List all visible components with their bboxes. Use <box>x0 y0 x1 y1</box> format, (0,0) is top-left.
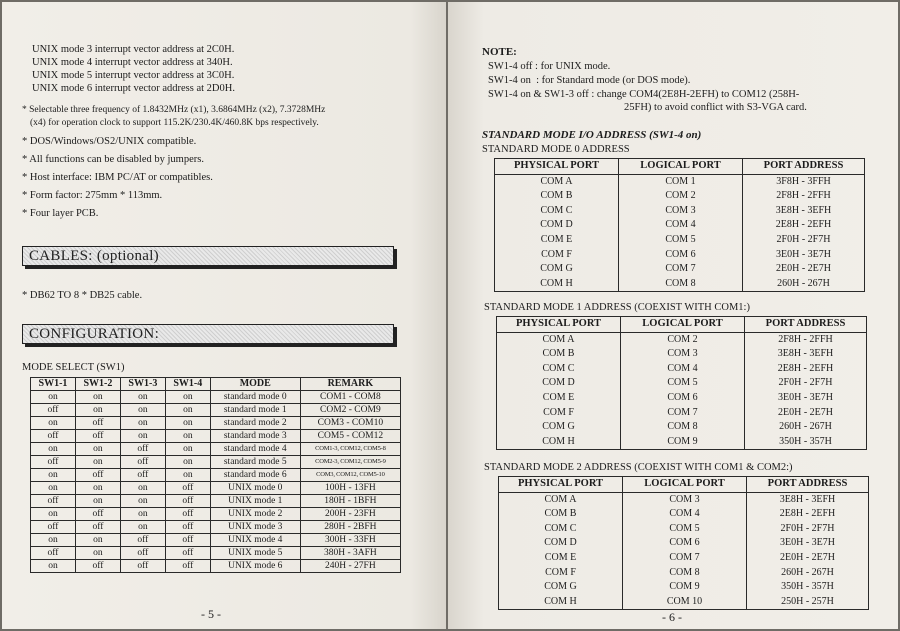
table-cell: off <box>165 547 210 560</box>
table-row <box>495 277 865 292</box>
table-cell: off <box>120 534 165 547</box>
vector-line: UNIX mode 5 interrupt vector address at 3C0H. <box>32 70 235 81</box>
table-cell: on <box>75 443 120 456</box>
table-cell: COM 10 <box>623 595 747 610</box>
table-row <box>497 376 867 391</box>
table-cell: off <box>165 495 210 508</box>
table-cell: COM5 - COM12 <box>300 430 400 443</box>
table-row <box>495 189 865 204</box>
table-cell: off <box>165 521 210 534</box>
table-cell: standard mode 0 <box>210 391 300 404</box>
table-cell: COM1-3, COM12, COM5-8 <box>300 443 400 456</box>
table-cell: COM 7 <box>621 406 745 421</box>
table-cell: on <box>31 508 76 521</box>
table-cell: COM B <box>497 347 621 362</box>
table-cell: COM D <box>495 218 619 233</box>
table-cell: COM 5 <box>619 233 743 248</box>
table-cell: 2F0H - 2F7H <box>745 376 867 391</box>
note-line: 25FH) to avoid conflict with S3-VGA card. <box>624 102 807 113</box>
table-row <box>31 417 401 430</box>
table-cell: on <box>31 469 76 482</box>
column-header: REMARK <box>300 378 400 391</box>
table-cell: off <box>120 469 165 482</box>
table-cell: 300H - 33FH <box>300 534 400 547</box>
table-row <box>497 406 867 421</box>
table-cell: off <box>75 430 120 443</box>
column-header: SW1-2 <box>75 378 120 391</box>
table-cell: off <box>31 521 76 534</box>
table-cell: off <box>75 521 120 534</box>
table-cell: on <box>75 482 120 495</box>
table-cell: 260H - 267H <box>747 566 869 581</box>
feature-line: * DOS/Windows/OS2/UNIX compatible. <box>22 136 197 147</box>
table-cell: on <box>120 417 165 430</box>
table-cell: standard mode 1 <box>210 404 300 417</box>
table-row <box>495 233 865 248</box>
note-line: SW1-4 off : for UNIX mode. <box>488 61 611 72</box>
table-cell: off <box>120 443 165 456</box>
table-cell: COM F <box>497 406 621 421</box>
feature-line: * Host interface: IBM PC/AT or compatibles. <box>22 172 213 183</box>
table-cell: on <box>120 404 165 417</box>
table-cell: standard mode 5 <box>210 456 300 469</box>
column-header: LOGICAL PORT <box>621 317 745 333</box>
table-cell: COM E <box>495 233 619 248</box>
table-cell: UNIX mode 3 <box>210 521 300 534</box>
table-row <box>499 580 869 595</box>
table-row <box>31 521 401 534</box>
table-cell: 2E8H - 2EFH <box>747 507 869 522</box>
table-cell: standard mode 6 <box>210 469 300 482</box>
table-row <box>499 551 869 566</box>
port-table-mode-2 <box>498 476 869 610</box>
table-row <box>499 522 869 537</box>
column-header: LOGICAL PORT <box>623 477 747 493</box>
table-cell: COM 6 <box>623 536 747 551</box>
table-cell: off <box>165 534 210 547</box>
table-cell: off <box>75 560 120 573</box>
table-cell: on <box>120 482 165 495</box>
table-cell: 3E0H - 3E7H <box>745 391 867 406</box>
column-header: PHYSICAL PORT <box>495 159 619 175</box>
table-cell: 2E0H - 2E7H <box>747 551 869 566</box>
table-cell: COM D <box>497 376 621 391</box>
table-cell: on <box>31 534 76 547</box>
table-cell: on <box>165 417 210 430</box>
table-cell: COM E <box>497 391 621 406</box>
table-row <box>31 482 401 495</box>
table-cell: on <box>120 391 165 404</box>
table-cell: 3E0H - 3E7H <box>747 536 869 551</box>
table-row <box>499 507 869 522</box>
column-header: SW1-4 <box>165 378 210 391</box>
column-header: MODE <box>210 378 300 391</box>
table-cell: off <box>31 547 76 560</box>
table-cell: COM H <box>495 277 619 292</box>
feature-line: * Selectable three frequency of 1.8432MHz (x1), 3.6864MHz (x2), 7.3728MHz <box>22 105 326 115</box>
table-cell: 3E0H - 3E7H <box>743 248 865 263</box>
table-cell: COM C <box>495 204 619 219</box>
table-cell: 3E8H - 3EFH <box>745 347 867 362</box>
table-cell: COM 8 <box>619 277 743 292</box>
table-cell: COM 4 <box>619 218 743 233</box>
table-row <box>31 560 401 573</box>
mode-select-label: MODE SELECT (SW1) <box>22 362 125 373</box>
table-row <box>495 174 865 189</box>
table-cell: COM3 - COM10 <box>300 417 400 430</box>
table-row <box>495 262 865 277</box>
table-cell: off <box>75 469 120 482</box>
feature-line: * All functions can be disabled by jumpers. <box>22 154 204 165</box>
table-row <box>31 534 401 547</box>
table-cell: 2F0H - 2F7H <box>747 522 869 537</box>
table-cell: on <box>31 482 76 495</box>
table-cell: 3E8H - 3EFH <box>743 204 865 219</box>
feature-line: * Four layer PCB. <box>22 208 99 219</box>
table-cell: 250H - 257H <box>747 595 869 610</box>
column-header: PORT ADDRESS <box>743 159 865 175</box>
column-header: PHYSICAL PORT <box>499 477 623 493</box>
table-row <box>499 536 869 551</box>
port-table-mode-0 <box>494 158 865 292</box>
table-cell: standard mode 4 <box>210 443 300 456</box>
table-row <box>495 248 865 263</box>
table-cell: COM F <box>495 248 619 263</box>
table-cell: off <box>75 417 120 430</box>
table-cell: COM 2 <box>621 332 745 347</box>
table-cell: on <box>165 469 210 482</box>
note-line: SW1-4 on : for Standard mode (or DOS mode). <box>488 75 691 86</box>
column-header: PORT ADDRESS <box>745 317 867 333</box>
table-cell: 240H - 27FH <box>300 560 400 573</box>
table-cell: on <box>165 404 210 417</box>
table-cell: UNIX mode 6 <box>210 560 300 573</box>
table-cell: UNIX mode 1 <box>210 495 300 508</box>
table-row <box>497 332 867 347</box>
table-cell: on <box>75 534 120 547</box>
table-title: STANDARD MODE 1 ADDRESS (COEXIST WITH COM1:) <box>484 302 750 313</box>
table-cell: on <box>165 430 210 443</box>
table-row <box>497 347 867 362</box>
table-cell: COM 7 <box>619 262 743 277</box>
table-cell: on <box>31 443 76 456</box>
table-cell: 2E0H - 2E7H <box>745 406 867 421</box>
table-row <box>497 362 867 377</box>
table-row <box>31 469 401 482</box>
table-cell: on <box>75 495 120 508</box>
table-row <box>495 218 865 233</box>
table-cell: COM A <box>499 492 623 507</box>
table-cell: 3E8H - 3EFH <box>747 492 869 507</box>
table-cell: on <box>75 547 120 560</box>
port-table-mode-1 <box>496 316 867 450</box>
table-cell: standard mode 3 <box>210 430 300 443</box>
table-title: STANDARD MODE 0 ADDRESS <box>482 144 630 155</box>
table-cell: off <box>120 547 165 560</box>
table-cell: on <box>120 508 165 521</box>
table-row <box>497 435 867 450</box>
table-cell: 200H - 23FH <box>300 508 400 521</box>
table-cell: 2E8H - 2EFH <box>745 362 867 377</box>
table-cell: COM 4 <box>623 507 747 522</box>
right-page <box>448 2 898 629</box>
table-cell: 2E0H - 2E7H <box>743 262 865 277</box>
section-title: STANDARD MODE I/O ADDRESS (SW1-4 on) <box>482 129 702 141</box>
table-row <box>31 456 401 469</box>
table-row <box>499 492 869 507</box>
cables-heading-banner <box>22 246 394 266</box>
page-number: - 6 - <box>662 610 682 624</box>
table-cell: COM 5 <box>623 522 747 537</box>
left-page <box>2 2 446 629</box>
table-cell: COM 3 <box>619 204 743 219</box>
table-cell: COM 5 <box>621 376 745 391</box>
note-label: NOTE: <box>482 46 517 58</box>
table-cell: COM B <box>495 189 619 204</box>
cables-heading: CABLES: (optional) <box>29 248 159 264</box>
table-cell: COM C <box>499 522 623 537</box>
table-cell: off <box>31 404 76 417</box>
table-row <box>495 204 865 219</box>
table-cell: on <box>75 404 120 417</box>
table-cell: COM 8 <box>621 420 745 435</box>
table-cell: COM 9 <box>623 580 747 595</box>
vector-line: UNIX mode 3 interrupt vector address at 2C0H. <box>32 44 235 55</box>
table-cell: COM A <box>497 332 621 347</box>
table-cell: off <box>75 508 120 521</box>
table-cell: 350H - 357H <box>747 580 869 595</box>
table-cell: 2E8H - 2EFH <box>743 218 865 233</box>
table-cell: off <box>120 560 165 573</box>
column-header: PORT ADDRESS <box>747 477 869 493</box>
column-header: LOGICAL PORT <box>619 159 743 175</box>
table-row <box>31 404 401 417</box>
table-cell: off <box>31 495 76 508</box>
table-cell: COM1 - COM8 <box>300 391 400 404</box>
table-row <box>31 391 401 404</box>
table-cell: COM 9 <box>621 435 745 450</box>
table-row <box>31 547 401 560</box>
table-row <box>31 495 401 508</box>
table-cell: COM C <box>497 362 621 377</box>
column-header: SW1-3 <box>120 378 165 391</box>
table-cell: COM 1 <box>619 174 743 189</box>
table-cell: COM B <box>499 507 623 522</box>
table-cell: off <box>120 456 165 469</box>
vector-line: UNIX mode 6 interrupt vector address at 2D0H. <box>32 83 235 94</box>
table-cell: on <box>75 456 120 469</box>
table-row <box>31 508 401 521</box>
config-heading-banner <box>22 324 394 344</box>
note-line: SW1-4 on & SW1-3 off : change COM4(2E8H-2EFH) to COM12 (258H- <box>488 89 800 100</box>
vector-line: UNIX mode 4 interrupt vector address at 340H. <box>32 57 233 68</box>
table-cell: COM E <box>499 551 623 566</box>
table-cell: UNIX mode 2 <box>210 508 300 521</box>
table-cell: COM3, COM12, COM5-10 <box>300 469 400 482</box>
table-cell: on <box>120 495 165 508</box>
table-cell: 260H - 267H <box>745 420 867 435</box>
mode-table <box>30 377 401 573</box>
page-number: - 5 - <box>201 607 221 621</box>
table-cell: COM G <box>497 420 621 435</box>
table-row <box>31 443 401 456</box>
table-cell: 100H - 13FH <box>300 482 400 495</box>
table-cell: on <box>31 560 76 573</box>
table-cell: UNIX mode 0 <box>210 482 300 495</box>
table-cell: off <box>165 508 210 521</box>
table-cell: COM 7 <box>623 551 747 566</box>
table-cell: on <box>120 430 165 443</box>
table-cell: 260H - 267H <box>743 277 865 292</box>
table-cell: on <box>165 456 210 469</box>
column-header: PHYSICAL PORT <box>497 317 621 333</box>
table-row <box>499 566 869 581</box>
table-cell: on <box>31 417 76 430</box>
table-cell: COM 8 <box>623 566 747 581</box>
table-title: STANDARD MODE 2 ADDRESS (COEXIST WITH COM1 & COM2:) <box>484 462 793 473</box>
feature-line: * Form factor: 275mm * 113mm. <box>22 190 163 201</box>
table-cell: COM2-3, COM12, COM5-9 <box>300 456 400 469</box>
feature-line: (x4) for operation clock to support 115.2K/230.4K/460.8K bps respectively. <box>30 118 319 128</box>
table-cell: UNIX mode 5 <box>210 547 300 560</box>
table-cell: on <box>75 391 120 404</box>
table-cell: COM2 - COM9 <box>300 404 400 417</box>
column-header: SW1-1 <box>31 378 76 391</box>
table-cell: COM 3 <box>621 347 745 362</box>
table-row <box>497 391 867 406</box>
table-cell: COM F <box>499 566 623 581</box>
table-cell: COM G <box>499 580 623 595</box>
table-row <box>499 595 869 610</box>
table-cell: 380H - 3AFH <box>300 547 400 560</box>
table-cell: COM 6 <box>619 248 743 263</box>
table-row <box>497 420 867 435</box>
table-cell: COM 3 <box>623 492 747 507</box>
table-cell: 350H - 357H <box>745 435 867 450</box>
table-cell: COM 2 <box>619 189 743 204</box>
table-cell: 3F8H - 3FFH <box>743 174 865 189</box>
table-cell: off <box>31 456 76 469</box>
table-cell: off <box>165 482 210 495</box>
table-cell: COM 6 <box>621 391 745 406</box>
table-cell: 2F0H - 2F7H <box>743 233 865 248</box>
table-row <box>31 430 401 443</box>
table-cell: on <box>165 443 210 456</box>
table-cell: on <box>120 521 165 534</box>
table-cell: on <box>165 391 210 404</box>
table-cell: COM 4 <box>621 362 745 377</box>
table-cell: COM H <box>497 435 621 450</box>
table-cell: 280H - 2BFH <box>300 521 400 534</box>
table-cell: 2F8H - 2FFH <box>745 332 867 347</box>
table-cell: standard mode 2 <box>210 417 300 430</box>
cables-line: * DB62 TO 8 * DB25 cable. <box>22 290 143 301</box>
table-cell: 180H - 1BFH <box>300 495 400 508</box>
table-cell: COM G <box>495 262 619 277</box>
table-cell: UNIX mode 4 <box>210 534 300 547</box>
table-cell: COM D <box>499 536 623 551</box>
config-heading: CONFIGURATION: <box>29 326 160 342</box>
table-cell: off <box>31 430 76 443</box>
table-cell: on <box>31 391 76 404</box>
table-cell: 2F8H - 2FFH <box>743 189 865 204</box>
table-cell: off <box>165 560 210 573</box>
table-cell: COM H <box>499 595 623 610</box>
table-cell: COM A <box>495 174 619 189</box>
